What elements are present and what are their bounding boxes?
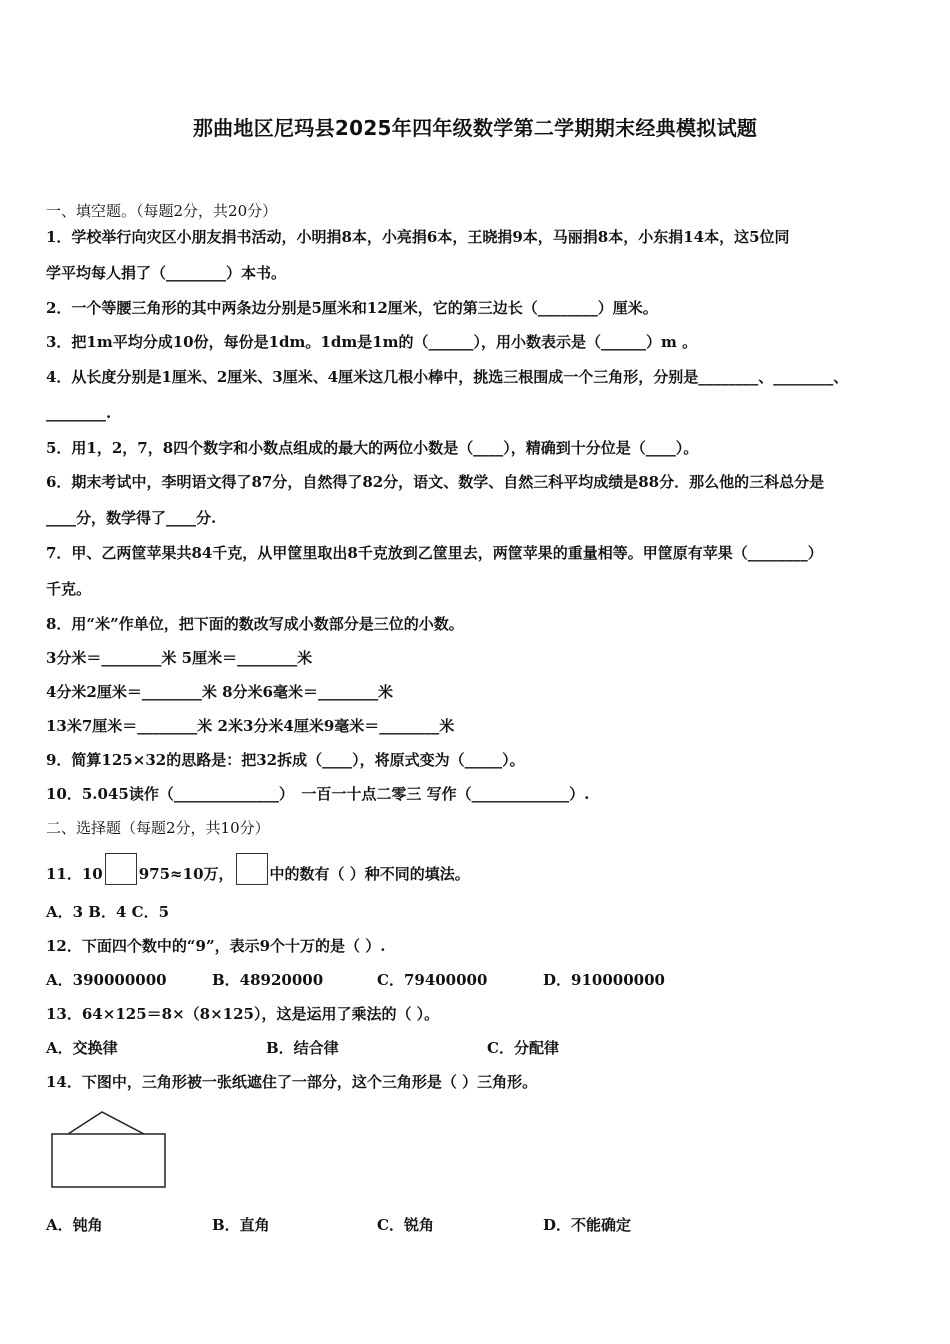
q14-option-a: A．钝角: [46, 1216, 103, 1234]
q6-line2: ____分，数学得了____分.: [46, 509, 217, 527]
q11-part1: 11．10: [46, 865, 103, 883]
q13-option-a: A．交换律: [46, 1039, 118, 1057]
q13-option-b: B．结合律: [266, 1039, 339, 1057]
q12-options: [46, 970, 906, 990]
q13-options: [46, 1038, 906, 1058]
q11-blank-box: [105, 853, 137, 885]
q12-option-b: B．48920000: [212, 971, 324, 989]
q1-line1: 1．学校举行向灾区小朋友捐书活动，小明捐8本，小亮捐6本，王晓捐9本，马丽捐8本，小东捐14本，这5位同: [46, 228, 790, 246]
q11-stem: [46, 853, 470, 885]
section-2-header: 二、选择题（每题2分，共10分）: [46, 819, 270, 837]
q4-line2: ________.: [46, 404, 112, 422]
q1-line2: 学平均每人捐了（________）本书。: [46, 264, 287, 282]
triangle-top-icon: [68, 1112, 144, 1134]
q14-option-b: B．直角: [212, 1216, 270, 1234]
q4-line1: 4．从长度分别是1厘米、2厘米、3厘米、4厘米这几根小棒中，挑选三根围成一个三角形，分别是________、________、: [46, 368, 849, 386]
q5-text: 5．用1，2，7，8四个数字和小数点组成的最大的两位小数是（____），精确到十分位是（____）。: [46, 439, 699, 457]
q8-row3: 13米7厘米＝________米 2米3分米4厘米9毫米＝________米: [46, 717, 455, 735]
q14-triangle-figure: [46, 1104, 176, 1194]
q8-row2: 4分米2厘米＝________米 8分米6毫米＝________米: [46, 683, 393, 701]
q14-option-d: D．不能确定: [543, 1216, 632, 1234]
section-1-header: 一、填空题。（每题2分，共20分）: [46, 202, 278, 220]
page-title: 那曲地区尼玛县2025年四年级数学第二学期期末经典模拟试题: [192, 116, 758, 140]
q7-line2: 千克。: [46, 580, 92, 598]
q14-stem: 14．下图中，三角形被一张纸遮住了一部分，这个三角形是（ ）三角形。: [46, 1073, 538, 1091]
q8-stem: 8．用“米”作单位，把下面的数改写成小数部分是三位的小数。: [46, 615, 464, 633]
q3-text: 3．把1m平均分成10份，每份是1dm。1dm是1m的（______），用小数表示是（______）m 。: [46, 333, 698, 351]
paper-cover-rect: [52, 1134, 165, 1187]
q11-options: A．3 B．4 C．5: [46, 903, 170, 921]
q7-line1: 7．甲、乙两筐苹果共84千克，从甲筐里取出8千克放到乙筐里去，两筐苹果的重量相等。甲筐原有苹果（________）: [46, 544, 823, 562]
q11-part2: 975≈10万，: [138, 865, 234, 883]
q6-line1: 6．期末考试中，李明语文得了87分，自然得了82分，语文、数学、自然三科平均成绩是88分．那么他的三科总分是: [46, 473, 825, 491]
q14-option-c: C．锐角: [377, 1216, 434, 1234]
q13-stem: 13．64×125＝8×（8×125），这是运用了乘法的（ ）。: [46, 1005, 440, 1023]
q13-option-c: C．分配律: [487, 1039, 559, 1057]
q9-text: 9．简算125×32的思路是：把32拆成（____），将原式变为（_____）。: [46, 751, 525, 769]
q12-option-d: D．910000000: [543, 971, 665, 989]
q14-options: [46, 1215, 906, 1235]
q8-row1: 3分米＝________米 5厘米＝________米: [46, 649, 313, 667]
q2-text: 2．一个等腰三角形的其中两条边分别是5厘米和12厘米，它的第三边长（________）厘米。: [46, 299, 658, 317]
q10-text: 10．5.045读作（______________） 一百一十点二零三 写作（_____________）.: [46, 785, 590, 803]
q11-part3: 中的数有（ ）种不同的填法。: [269, 865, 470, 883]
q12-option-c: C．79400000: [377, 971, 488, 989]
q12-option-a: A．390000000: [46, 971, 167, 989]
q11-box-symbol: [236, 853, 268, 885]
q12-stem: 12．下面四个数中的“9”，表示9个十万的是（ ）.: [46, 937, 386, 955]
